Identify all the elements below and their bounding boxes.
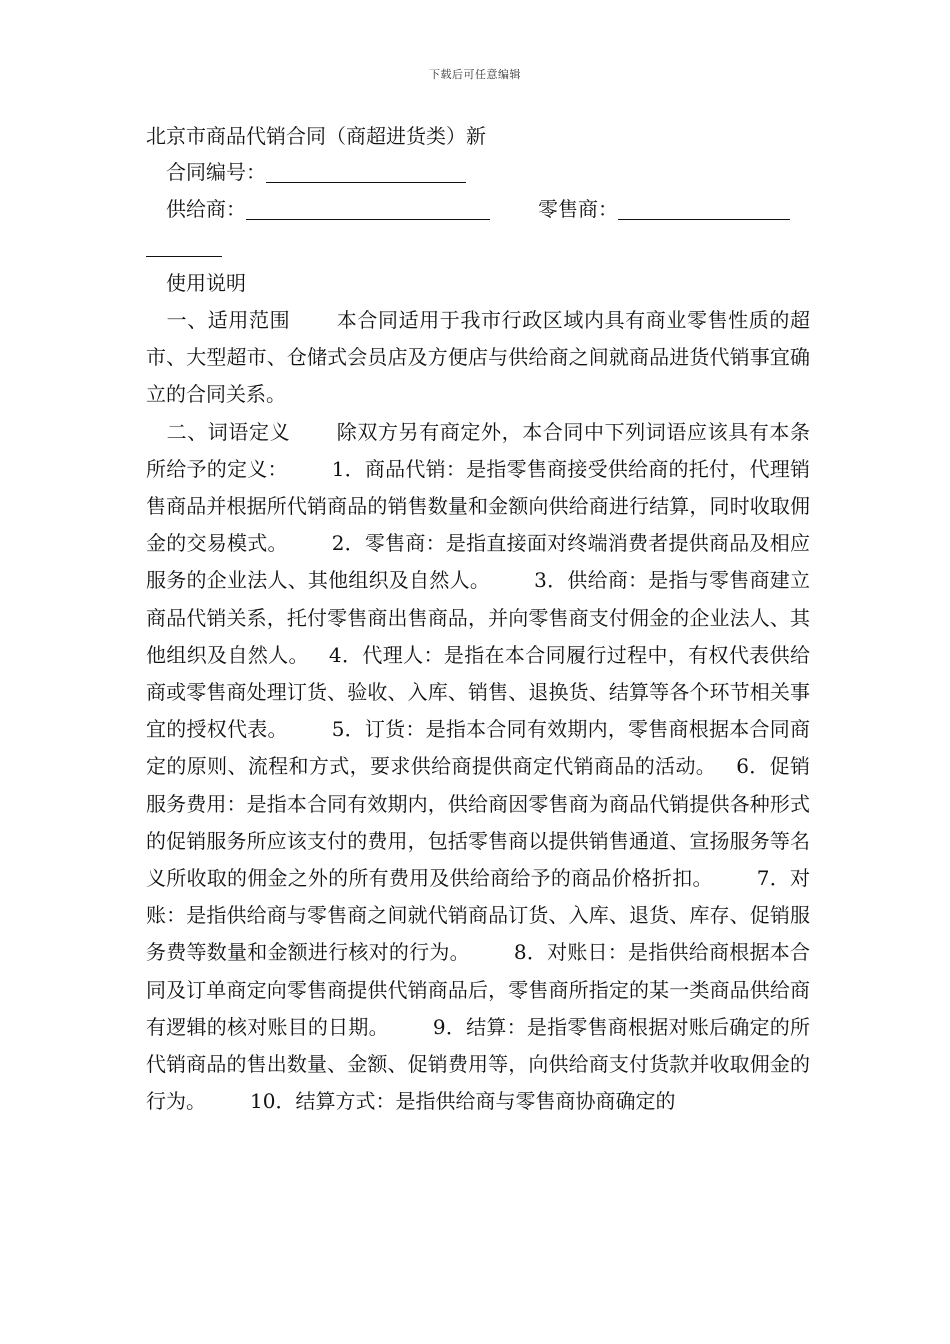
contract-number-row xyxy=(146,154,810,191)
definition-item: 2．零售商：是指直接面对终端消费者提供商品及相应服务的企业法人、其他组织及自然人。 xyxy=(146,531,810,593)
document-title: 北京市商品代销合同（商超进货类）新 xyxy=(146,124,486,148)
retailer-label: 零售商： xyxy=(538,197,618,221)
contract-number-label: 合同编号： xyxy=(166,160,266,184)
section-definitions-intro: 除双方另有商定外，本合同中下列词语应该具有本条所给予的定义： xyxy=(146,419,811,481)
retailer-blank xyxy=(618,197,790,220)
definition-item: 9．结算：是指零售商根据对账后确定的所代销商品的售出数量、金额、促销费用等，向供给商支付货款并收取佣金的行为。 xyxy=(146,1014,810,1114)
download-note: 下载后可任意编辑 xyxy=(429,68,521,81)
retailer-blank-continuation-row xyxy=(146,228,810,265)
supplier-blank xyxy=(246,197,490,220)
contract-number-blank xyxy=(266,160,466,183)
section-definitions-heading: 二、词语定义 xyxy=(166,419,291,444)
retailer-blank-continuation xyxy=(146,234,222,257)
parties-row xyxy=(146,191,810,228)
section-scope-heading: 一、适用范围 xyxy=(166,308,291,332)
section-scope-text: 本合同适用于我市行政区域内具有商业零售性质的超市、大型超市、仓储式会员店及方便店与供给商之间就商品进货代销事宜确立的合同关系。 xyxy=(146,308,811,407)
definition-item: 6．促销服务费用：是指本合同有效期内，供给商因零售商为商品代销提供各种形式的促销服务所应该支付的费用，包括零售商以提供销售通道、宣扬服务等名义所收取的佣金之外的所有费用及供给商给予的商品价格折扣。 xyxy=(146,754,811,891)
definition-item: 5．订货：是指本合同有效期内，零售商根据本合同商定的原则、流程和方式，要求供给商提供商定代销商品的活动。 xyxy=(146,717,810,779)
definition-item: 3．供给商：是指与零售商建立商品代销关系，托付零售商出售商品，并向零售商支付佣金的企业法人、其他组织及自然人。 xyxy=(146,568,810,667)
section-definitions xyxy=(146,414,810,1121)
definition-item: 4．代理人：是指在本合同履行过程中，有权代表供给商或零售商处理订货、验收、入库、销售、退换货、结算等各个环节相关事宜的授权代表。 xyxy=(146,642,811,742)
definition-item: 1．商品代销：是指零售商接受供给商的托付，代理销售商品并根据所代销商品的销售数量和金额向供给商进行结算，同时收取佣金的交易模式。 xyxy=(146,456,810,556)
definition-item: 8．对账日：是指供给商根据本合同及订单商定向零售商提供代销商品后，零售商所指定的某一类商品供给商有逻辑的核对账目的日期。 xyxy=(146,940,810,1039)
section-scope xyxy=(146,302,810,414)
supplier-label: 供给商： xyxy=(166,197,246,221)
contract-document xyxy=(146,118,810,1120)
definition-item: 10．结算方式：是指供给商与零售商协商确定的 xyxy=(250,1089,676,1114)
definition-item: 7．对账：是指供给商与零售商之间就代销商品订货、入库、退货、库存、促销服务费等数量和金额进行核对的行为。 xyxy=(146,866,810,965)
usage-heading: 使用说明 xyxy=(166,271,246,295)
